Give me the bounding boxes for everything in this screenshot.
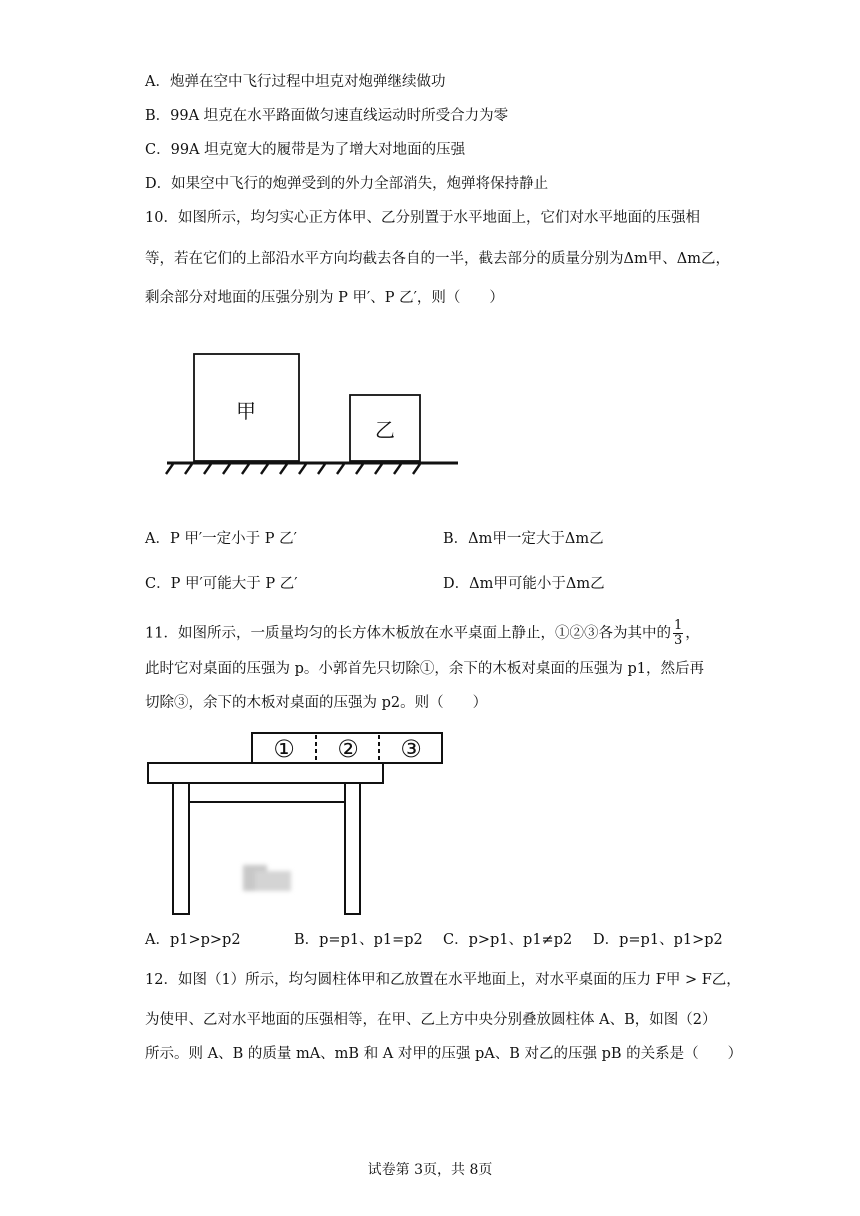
page-footer: 试卷第 3页，共 8页 xyxy=(367,1162,493,1178)
q10-stem-line1: 10．如图所示，均匀实心正方体甲、乙分别置于水平地面上，它们对水平地面的压强相 xyxy=(145,210,700,226)
q12-stem-line1: 12．如图（1）所示，均匀圆柱体甲和乙放置在水平地面上，对水平桌面的压力 F甲 > F乙， xyxy=(145,972,741,988)
q10-stem-line2: 等，若在它们的上部沿水平方向均截去各自的一半，截去部分的质量分别为Δm甲、Δm乙， xyxy=(145,251,730,267)
board-segment-2: ② xyxy=(337,735,359,763)
q9-option-c: C．99A 坦克宽大的履带是为了增大对地面的压强 xyxy=(145,142,466,158)
q10-option-a: A．P 甲′一定小于 P 乙′ xyxy=(145,531,297,547)
q10-option-d: D．Δm甲可能小于Δm乙 xyxy=(443,576,605,592)
smudge-mark xyxy=(243,865,291,891)
q10-figure-cubes xyxy=(163,348,463,478)
q11-stem-line1 xyxy=(145,619,700,648)
q10-stem-line3: 剩余部分对地面的压强分别为 P 甲′、P 乙′，则（ ） xyxy=(145,290,504,306)
board-segment-3: ③ xyxy=(400,735,422,763)
q12-stem-line3: 所示。则 A、B 的质量 mA、mB 和 A 对甲的压强 pA、B 对乙的压强 pB 的关系是（ ） xyxy=(145,1046,743,1062)
q11-stem-comma: ， xyxy=(685,625,700,642)
cube-jia-label: 甲 xyxy=(236,399,256,423)
q9-option-b: B．99A 坦克在水平路面做匀速直线运动时所受合力为零 xyxy=(145,108,509,124)
q11-option-d: D．p=p1、p1>p2 xyxy=(593,932,723,948)
q10-option-b: B．Δm甲一定大于Δm乙 xyxy=(443,531,604,547)
fraction-numerator: 1 xyxy=(673,618,683,633)
q11-option-b: B．p=p1、p1=p2 xyxy=(294,932,423,948)
q9-option-d: D．如果空中飞行的炮弹受到的外力全部消失，炮弹将保持静止 xyxy=(145,176,549,192)
board-segment-1: ① xyxy=(273,735,295,763)
q11-option-c: C．p>p1、p1≠p2 xyxy=(443,932,573,948)
q10-option-c: C．P 甲′可能大于 P 乙′ xyxy=(145,576,298,592)
q11-figure-table xyxy=(145,729,455,919)
q11-stem-line2: 此时它对桌面的压强为 p。小郭首先只切除①，余下的木板对桌面的压强为 p1，然后再 xyxy=(145,661,705,677)
fraction-denominator: 3 xyxy=(673,633,683,648)
q11-option-a: A．p1>p>p2 xyxy=(145,932,241,948)
q11-stem-text: 11．如图所示，一质量均匀的长方体木板放在水平桌面上静止，①②③各为其中的 xyxy=(145,625,671,642)
q12-stem-line2: 为使甲、乙对水平地面的压强相等，在甲、乙上方中央分别叠放圆柱体 A、B，如图（2） xyxy=(145,1012,717,1028)
q11-stem-line3: 切除③，余下的木板对桌面的压强为 p2。则（ ） xyxy=(145,695,488,711)
q9-option-a: A．炮弹在空中飞行过程中坦克对炮弹继续做功 xyxy=(145,74,446,90)
one-third-fraction xyxy=(673,619,683,648)
cube-yi-label: 乙 xyxy=(375,418,395,442)
